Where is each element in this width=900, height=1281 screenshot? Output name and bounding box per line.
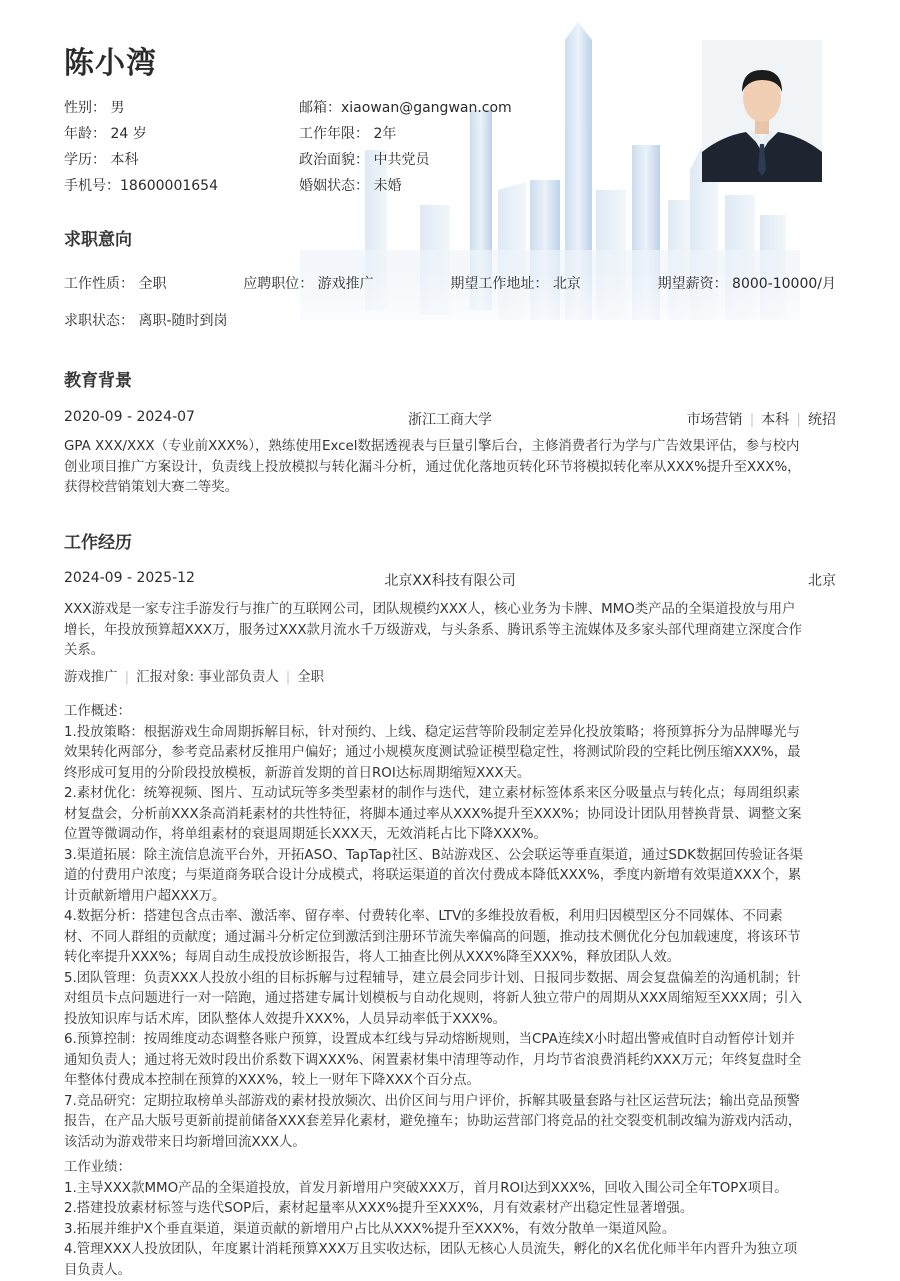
- company-intro: [64, 600, 836, 662]
- text-line: 7.竞品研究：定期拉取榜单头部游戏的素材投放频次、出价区间与用户评价，拆解其吸量套路与社区运营玩法；输出竞品预警: [64, 1092, 836, 1113]
- profile-photo: [702, 40, 822, 182]
- email: 邮箱：xiaowan@gangwan.com: [299, 95, 639, 121]
- text-line: 道的付费用户浓度；与渠道商务联合设计分成模式，将联运渠道的首次付费成本降低XXX%，季度内新增有效渠道XXX个，累: [64, 866, 836, 887]
- work-achievements: [64, 1158, 836, 1281]
- text-line: 工作概述：: [64, 702, 836, 723]
- work-overview: [64, 702, 836, 1153]
- education-tags: 市场营销 | 本科 | 统招: [586, 409, 836, 429]
- text-line: 材复盘会，分析前XXX条高消耗素材的共性特征，将脚本通过率从XXX%提升至XXX%；协同设计团队用替换背景、调整文案: [64, 805, 836, 826]
- text-line: 效果转化两部分，参考竞品素材反推用户偏好；通过小规模灰度测试验证模型稳定性，将测试阶段的空耗比例压缩XXX%，最: [64, 743, 836, 764]
- text-line: 3.拓展并维护X个垂直渠道，渠道贡献的新增用户占比从XXX%提升至XXX%，有效分散单一渠道风险。: [64, 1220, 836, 1241]
- job-salary: 期望薪资： 8000-10000/月: [658, 273, 836, 293]
- work-city: 北京: [586, 570, 836, 590]
- text-line: 获得校营销策划大赛二等奖。: [64, 478, 836, 499]
- job-position: 应聘职位： 游戏推广: [243, 273, 373, 293]
- text-line: 转化率提升XXX%；每周自动生成投放诊断报告，将人工抽查比例从XXX%降至XXX%，释放团队人效。: [64, 948, 836, 969]
- text-line: 报告，在产品大版号更新前提前储备XXX套差异化素材，避免撞车；协助运营部门将竞品的社交裂变机制改编为游戏内活动，: [64, 1112, 836, 1133]
- school-name: 浙江工商大学: [408, 409, 492, 429]
- education-type: 统招: [808, 412, 836, 428]
- education-header: [64, 409, 836, 429]
- text-line: GPA XXX/XXX（专业前XXX%），熟练使用Excel数据透视表与巨量引擎后台，主修消费者行为学与广告效果评估，参与校内: [64, 437, 836, 458]
- education-level: 学历： 本科: [64, 147, 299, 173]
- intent-row: [64, 273, 836, 293]
- text-line: 投放知识库与话术库，团队整体人效提升XXX%，人员异动率低于XXX%。: [64, 1010, 836, 1031]
- job-nature: 工作性质： 全职: [64, 273, 166, 293]
- text-line: 1.投放策略：根据游戏生命周期拆解目标，针对预约、上线、稳定运营等阶段制定差异化投放策略；将预算拆分为品牌曝光与: [64, 723, 836, 744]
- education-period: 2020-09 - 2024-07: [64, 409, 314, 429]
- political-status: 政治面貌： 中共党员: [299, 147, 639, 173]
- text-line: 该活动为游戏带来日均新增回流XXX人。: [64, 1133, 836, 1154]
- text-line: 4.数据分析：搭建包含点击率、激活率、留存率、付费转化率、LTV的多维投放看板，利用归因模型区分不同媒体、不同素: [64, 907, 836, 928]
- age: 年龄： 24 岁: [64, 121, 299, 147]
- text-line: 增长，年投放预算超XXX万，服务过XXX款月流水千万级游戏，与头条系、腾讯系等主流媒体及多家头部代理商建立深度合作: [64, 621, 836, 642]
- section-title-education: 教育背景: [64, 366, 132, 391]
- text-line: 关系。: [64, 641, 836, 662]
- text-line: 5.团队管理：负责XXX人投放小组的目标拆解与过程辅导，建立晨会同步计划、日报同步数据、周会复盘偏差的沟通机制；针: [64, 969, 836, 990]
- text-line: 计贡献新增用户超XXX万。: [64, 887, 836, 908]
- text-line: 年整体付费成本控制在预算的XXX%，较上一财年下降XXX个百分点。: [64, 1071, 836, 1092]
- marital-status: 婚姻状态： 未婚: [299, 173, 639, 199]
- work-header: [64, 570, 836, 590]
- work-years: 工作年限： 2年: [299, 121, 639, 147]
- work-report-to: 汇报对象: 事业部负责人: [136, 670, 279, 685]
- education-degree: 本科: [761, 412, 789, 428]
- text-line: XXX游戏是一家专注手游发行与推广的互联网公司，团队规模约XXX人，核心业务为卡牌、MMO类产品的全渠道投放与用户: [64, 600, 836, 621]
- section-title-intent: 求职意向: [64, 225, 132, 250]
- text-line: 1.主导XXX款MMO产品的全渠道投放，首发月新增用户突破XXX万，首月ROI达到XXX%，回收入围公司全年TOPX项目。: [64, 1179, 836, 1200]
- text-line: 对组员卡点问题进行一对一陪跑，通过搭建专属计划模板与自动化规则，将新人独立带户的周期从XXX周缩短至XXX周；引入: [64, 989, 836, 1010]
- text-line: 2.搭建投放素材标签与迭代SOP后，素材起量率从XXX%提升至XXX%，月有效素材产出稳定性显著增强。: [64, 1199, 836, 1220]
- text-line: 6.预算控制：按周维度动态调整各账户预算，设置成本红线与异动熔断规则，当CPA连续X小时超出警戒值时自动暂停计划并: [64, 1030, 836, 1051]
- candidate-name: 陈小湾: [64, 38, 157, 82]
- text-line: 目负责人。: [64, 1261, 836, 1281]
- work-period: 2024-09 - 2025-12: [64, 570, 314, 590]
- text-line: 3.渠道拓展：除主流信息流平台外，开拓ASO、TapTap社区、B站游戏区、公会联运等垂直渠道，通过SDK数据回传验证各渠: [64, 846, 836, 867]
- text-line: 通知负责人；通过将无效时段出价系数下调XXX%、闲置素材集中清理等动作，月均节省浪费消耗约XXX万元；年终复盘时全: [64, 1051, 836, 1072]
- gender: 性别： 男: [64, 95, 299, 121]
- basic-info: [64, 95, 664, 199]
- text-line: 2.素材优化：统筹视频、图片、互动试玩等多类型素材的制作与迭代，建立素材标签体系来区分吸量点与转化点；每周组织素: [64, 784, 836, 805]
- job-status: 求职状态： 离职-随时到岗: [64, 310, 228, 330]
- text-line: 创业项目推广方案设计，负责线上投放模拟与转化漏斗分析，通过优化落地页转化环节将模拟转化率从XXX%提升至XXX%，: [64, 458, 836, 479]
- intent-status-row: [64, 310, 836, 330]
- text-line: 工作业绩：: [64, 1158, 836, 1179]
- person-avatar-icon: [702, 40, 822, 182]
- text-line: 位置等微调动作，将单组素材的衰退周期延长XXX天，无效消耗占比下降XXX%。: [64, 825, 836, 846]
- work-tags: 游戏推广 | 汇报对象: 事业部负责人 | 全职: [64, 668, 836, 689]
- section-title-work: 工作经历: [64, 528, 132, 553]
- phone: 手机号：18600001654: [64, 173, 299, 199]
- text-line: 4.管理XXX人投放团队，年度累计消耗预算XXX万且实收达标，团队无核心人员流失，孵化的X名优化师半年内晋升为独立项: [64, 1240, 836, 1261]
- job-location: 期望工作地址： 北京: [450, 273, 580, 293]
- company-name: 北京XX科技有限公司: [384, 570, 515, 590]
- work-role: 游戏推广: [64, 670, 118, 685]
- work-type: 全职: [297, 670, 324, 685]
- education-description: [64, 437, 836, 499]
- text-line: 材、不同人群组的贡献度；通过漏斗分析定位到激活到注册环节流失率偏高的问题，推动技术侧优化分包加载速度，将该环节: [64, 928, 836, 949]
- text-line: 终形成可复用的分阶段投放模板，新游首发期的首日ROI达标周期缩短XXX天。: [64, 764, 836, 785]
- education-major: 市场营销: [687, 412, 743, 428]
